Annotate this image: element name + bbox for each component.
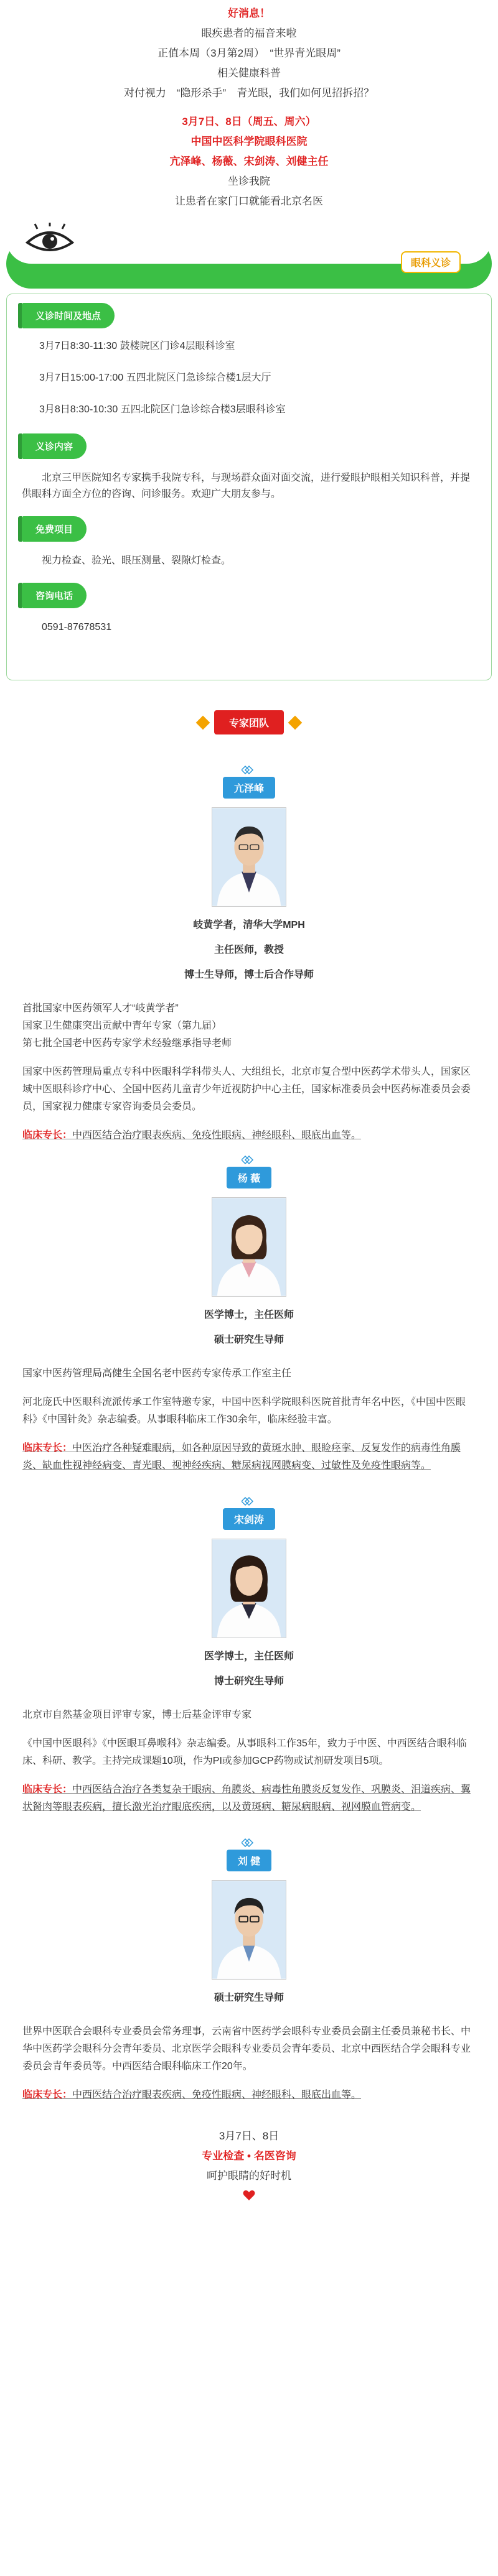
heart-icon [243,2190,255,2201]
phone-label: 咨询电话 [22,583,87,608]
doctor-credentials [0,1986,498,2011]
doctor-photo [212,1539,286,1638]
team-title-label: 专家团队 [214,710,284,734]
schedule-item: 3月8日8:30-10:30 五四北院区门急诊综合楼3层眼科诊室 [39,404,286,415]
bio-text: 国家中医药管理局重点专科中医眼科学科带头人、大组组长，北京市复合型中医药学术带头人，国家区域中医眼科诊疗中心、全国中医药儿童青少年近视防护中心主任，国家标准委员会中医药标准委员会委员，国家视力健康专家咨询委员会委员。 [22,1067,471,1112]
info-box [6,294,492,680]
diamond-icon [242,1156,256,1164]
specialty-text: 中医治疗各种疑难眼病，如各种原因导致的黄斑水肿、眼睑痉挛、反复发作的病毒性角膜炎、缺血性视神经病变、青光眼、视神经疾病、糖尿病视网膜病变、过敏性及免疫性眼病等。 [22,1443,461,1471]
intro-line: 相关健康科普 [217,67,281,79]
doctor-photo [212,1197,286,1297]
title-line: 首批国家中医药领军人才“岐黄学者” [22,1003,179,1014]
doctor-bio [0,2023,498,2104]
free-text: 视力检查、验光、眼压测量、裂隙灯检查。 [42,555,232,566]
schedule-item: 3月7日8:30-11:30 鼓楼院区门诊4层眼科诊室 [39,341,235,351]
doctor-name: 刘 健 [227,1850,271,1871]
banner [6,220,492,289]
title-line: 国家卫生健康突出贡献中青年专家（第九届） [22,1021,222,1031]
specialty-label: 临床专长： [22,2090,73,2100]
doctor-name-block [0,1156,498,1188]
footer-dates: 3月7日、8日 [218,2130,280,2142]
specialty [22,1440,476,1475]
doctor-photo [212,807,286,907]
footer-tagline: 呵护眼睛的好时机 [207,2170,291,2182]
doctor-bio [0,1707,498,1816]
specialty [22,1781,476,1816]
credential-line: 博士研究生导师 [214,1676,284,1687]
doctor-name: 杨 薇 [227,1167,271,1188]
title-line: 第七批全国老中医药专家学术经验继承指导老师 [22,1038,232,1049]
intro-line: 眼疾患者的福音来啦 [201,27,297,39]
doctor-name-block [0,1497,498,1530]
doctor-bio [0,1000,498,1144]
schedule-label: 义诊时间及地点 [22,303,115,328]
specialty [22,2087,476,2104]
credential-line: 医学博士，主任医师 [204,1651,294,1662]
phone-number[interactable]: 0591-87678531 [42,622,112,632]
specialty [22,1127,476,1144]
intro-line: 对付视力 “隐形杀手” 青光眼，我们如何见招拆招？ [123,87,375,99]
footer [0,2126,498,2201]
diamond-icon [242,1838,256,1847]
doctor-card [0,1156,498,1475]
doctor-name-block [0,766,498,799]
team-title [0,710,498,734]
credential-line: 硕士研究生导师 [214,1335,284,1345]
doctor-card [0,1838,498,2104]
hospital-name: 中国中医科学院眼科医院 [190,136,308,147]
diamond-icon [242,766,256,774]
diamond-icon [242,1497,256,1506]
schedule-list [22,338,476,418]
specialty-text: 中西医结合治疗各类复杂干眼病、角膜炎、病毒性角膜炎反复发作、巩膜炎、泪道疾病、翼状胬肉等眼表疾病，擅长激光治疗眼底疾病，以及黄斑病、糖尿病眼病、视网膜血管病变。 [22,1784,471,1812]
title-line: 北京市自然基金项目评审专家，博士后基金评审专家 [22,1710,252,1720]
bio-text: 世界中医联合会眼科专业委员会常务理事，云南省中医药学会眼科专业委员会副主任委员兼秘书长、中华中医药学会眼科分会青年委员、北京医学会眼科专业委员会青年委员、北京中西医结合学会眼科专业委员会青年委员等。中西医结合眼科临床工作20年。 [22,2026,471,2072]
location-text: 坐诊我院 [228,175,270,187]
credential-line: 硕士研究生导师 [214,1993,284,2003]
credential-line: 医学博士，主任医师 [204,1310,294,1320]
doctor-credentials [0,913,498,988]
doctor-card [0,1497,498,1816]
doctor-name-block [0,1838,498,1871]
event-dates: 3月7日、8日（周五、周六） [182,116,316,127]
intro [0,0,498,211]
doctor-bio [0,1365,498,1475]
credential-line: 岐黄学者，清华大学MPH [193,920,305,930]
doctor-photo [212,1880,286,1980]
free-label: 免费项目 [22,516,87,542]
intro-line: 正值本周（3月第2周） “世界青光眼周” [157,47,341,59]
content-label: 义诊内容 [22,433,87,459]
content-text: 北京三甲医院知名专家携手我院专科，与现场群众面对面交流，进行爱眼护眼相关知识科普，并提供眼科方面全方位的咨询、问诊服务。欢迎广大朋友参与。 [22,473,471,499]
bio-text: 《中国中医眼科》《中医眼耳鼻喉科》杂志编委。从事眼科工作35年，致力于中医、中西医结合眼科临床、科研、教学。主持完成课题10项，作为PI或参加GCP药物或试剂研发项目5项。 [22,1738,467,1766]
banner-tag: 眼科义诊 [401,251,461,273]
doctor-name: 亢泽峰 [223,777,275,799]
specialty-text: 中西医结合治疗眼表疾病、免疫性眼病、神经眼科、眼底出血等。 [72,1130,362,1141]
doctor-credentials [0,1644,498,1694]
schedule-item: 3月7日15:00-17:00 五四北院区门急诊综合楼1层大厅 [39,373,271,383]
credential-line: 主任医师，教授 [214,945,284,955]
title-line: 国家中医药管理局高健生全国名老中医药专家传承工作室主任 [22,1368,292,1379]
eye-icon [25,223,75,260]
doctor-name: 宋剑涛 [223,1508,275,1530]
doctor-credentials [0,1303,498,1353]
footer-headline: 专业检查 • 名医咨询 [202,2150,296,2162]
good-news: 好消息！ [228,7,270,19]
specialty-label: 临床专长： [22,1784,73,1795]
slogan: 让患者在家门口就能看北京名医 [175,195,323,207]
specialty-text: 中西医结合治疗眼表疾病、免疫性眼病、神经眼科、眼底出血等。 [72,2090,362,2100]
specialty-label: 临床专长： [22,1130,73,1141]
doctor-list: 亢泽峰、杨薇、宋剑涛、刘健主任 [169,155,329,167]
specialty-label: 临床专长： [22,1443,73,1453]
doctor-card [0,766,498,1144]
credential-line: 博士生导师，博士后合作导师 [184,970,314,980]
bio-text: 河北庞氏中医眼科流派传承工作室特邀专家，中国中医科学院眼科医院首批青年名中医，《中国中医眼科》《中国针灸》杂志编委。从事眼科临床工作30余年，临床经验丰富。 [22,1397,466,1425]
